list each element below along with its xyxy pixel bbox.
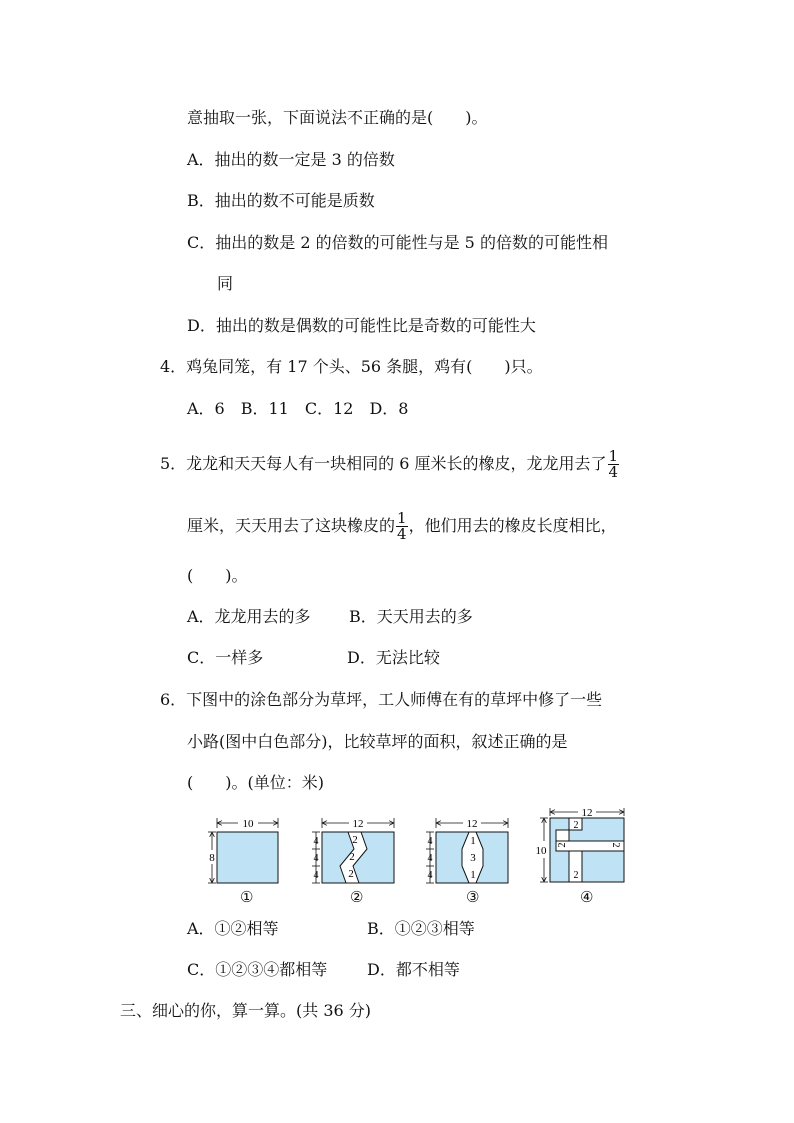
fig4-path-label-2: 2 (557, 842, 568, 848)
fig4-path-label-4: 2 (573, 870, 579, 881)
figure-4 (536, 808, 625, 882)
fig4-path-label-3: 2 (610, 842, 621, 848)
fig3-side-label-3: 4 (427, 870, 433, 881)
q3-option-b: B．抽出的数不可能是质数 (187, 191, 375, 210)
fraction-one-quarter-2: $\frac{1}{4}$ (397, 509, 407, 543)
fig3-path-label-1: 1 (470, 835, 476, 847)
q3-option-c: C．抽出的数是 2 的倍数的可能性与是 5 的倍数的可能性相 (187, 233, 608, 252)
fig4-width-label: 12 (581, 808, 593, 819)
fig4-path-left (556, 830, 569, 841)
q6-option-c: C．①②③④都相等 (187, 960, 328, 979)
q3-option-a: A．抽出的数一定是 3 的倍数 (187, 150, 395, 169)
fig4-caption: ④ (580, 888, 594, 906)
fraction-one-quarter: $\frac{1}{4}$ (608, 447, 619, 481)
fig2-path-label-3: 2 (348, 868, 354, 880)
figure-3 (426, 818, 508, 883)
fig3-side-label-1: 4 (427, 836, 433, 847)
q3-stem-continuation: 意抽取一张，下面说法不正确的是( )。 (187, 108, 488, 127)
q5-option-c: C．一样多 (187, 648, 264, 667)
fig4-height-label: 10 (535, 845, 547, 857)
fig2-caption: ② (350, 888, 364, 906)
fig3-path-label-3: 1 (470, 869, 476, 881)
q5-option-b: B．天天用去的多 (349, 607, 473, 626)
q6-option-a: A．①②相等 (187, 919, 279, 938)
fig1-lawn (217, 832, 278, 883)
q6-option-b: B．①②③相等 (367, 919, 475, 938)
fig2-side-label-1: 4 (313, 836, 319, 847)
fig3-side-label-2: 4 (427, 853, 433, 864)
q5-option-a: A．龙龙用去的多 (187, 607, 311, 626)
q3-option-d: D．抽出的数是偶数的可能性比是奇数的可能性大 (187, 316, 536, 335)
q6-stem-line3: ( )。(单位：米) (187, 773, 324, 792)
q5-stem-line2: 厘米，天天用去了这块橡皮的 $\frac{1}{4}$ ，他们用去的橡皮长度相比， (187, 509, 617, 543)
fig2-side-label-3: 4 (313, 870, 319, 881)
lawn-figures (0, 808, 794, 908)
figure-2 (312, 818, 394, 883)
section-3-heading: 三、细心的你，算一算。(共 36 分) (120, 1001, 372, 1020)
fig1-height-label: 8 (209, 852, 215, 864)
fig3-path-label-2: 3 (470, 852, 476, 864)
fig3-caption: ③ (466, 888, 480, 906)
q4-stem: 4．鸡兔同笼，有 17 个头、56 条腿，鸡有( )只。 (160, 357, 543, 376)
q4-options: A．6 B．11 C．12 D．8 (187, 399, 409, 418)
fig2-path-label-2: 2 (349, 851, 355, 863)
q6-option-d: D．都不相等 (367, 960, 460, 979)
q6-stem-line1: 6．下图中的涂色部分为草坪，工人师傅在有的草坪中修了一些 (160, 690, 603, 709)
fig4-path-label-1: 2 (573, 820, 579, 831)
q5-stem-text: 5．龙龙和天天每人有一块相同的 6 厘米长的橡皮，龙龙用去了 (160, 454, 607, 473)
q5-option-d: D．无法比较 (347, 648, 440, 667)
fig2-width-label: 12 (352, 818, 364, 830)
fig2-path-label-1: 2 (352, 834, 358, 846)
q5-answer-blank: ( )。 (187, 566, 248, 585)
fig1-caption: ① (240, 888, 254, 906)
figure-1 (208, 818, 278, 883)
q3-option-c-cont: 同 (217, 274, 234, 293)
fig3-width-label: 12 (466, 818, 478, 830)
q6-stem-line2: 小路(图中白色部分)，比较草坪的面积，叙述正确的是 (187, 732, 568, 751)
fig2-side-label-2: 4 (313, 853, 319, 864)
q5-stem-line1 (160, 449, 620, 480)
fig1-width-label: 10 (242, 818, 254, 830)
